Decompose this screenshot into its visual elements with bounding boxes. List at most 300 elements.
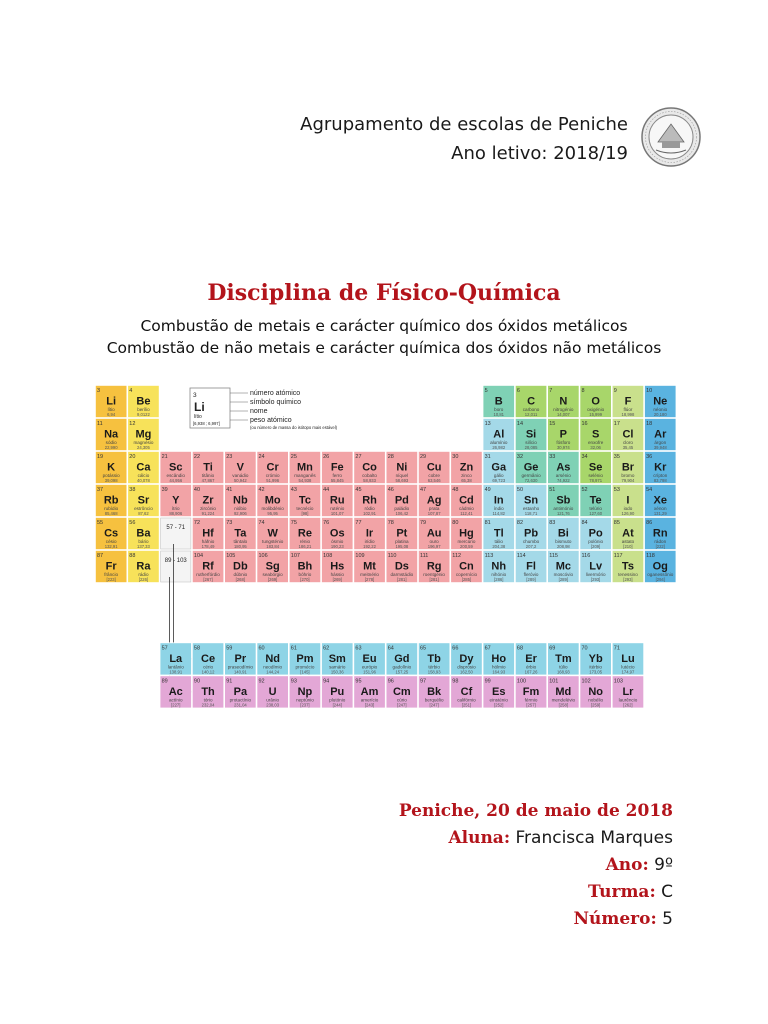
element-number: 34 [581,454,588,460]
element-cell-Pr [225,643,257,675]
element-cell-Tc [289,484,321,516]
element-cell-Nb [225,484,257,516]
element-name: nobélio [588,697,604,703]
element-cell-Ca [128,451,160,483]
element-name: níquel [395,473,409,478]
element-symbol: Al [493,428,505,441]
element-symbol: Er [525,652,537,665]
element-symbol: Fr [105,560,117,573]
element-mass: 15,999 [589,412,603,417]
element-mass: 107,87 [427,511,441,516]
element-mass: 140,12 [201,669,215,675]
element-symbol: Rh [362,494,377,507]
element-name: estrôncio [134,506,153,511]
element-cell-Ra [128,550,160,582]
element-symbol: Pa [233,685,248,698]
element-symbol: K [107,461,116,474]
number-value: 5 [662,909,673,929]
element-name: alumínio [490,440,508,445]
element-cell-Tm [548,643,580,675]
element-mass: 192,22 [363,544,376,549]
element-name: xénon [653,506,667,511]
element-symbol: C [527,395,536,408]
element-mass: 168,93 [556,669,570,675]
element-cell-Ts [612,550,644,582]
element-name: califórnio [457,697,476,703]
element-mass: 208,98 [556,544,570,549]
element-symbol: P [559,428,568,441]
element-mass: [210] [623,544,633,549]
element-cell-Hs [322,550,354,582]
element-cell-P [548,418,580,450]
element-symbol: I [626,494,630,507]
element-symbol: Hf [202,527,214,540]
element-name: praseodímio [227,664,253,670]
element-number: 49 [484,487,491,493]
element-number: 43 [290,487,297,493]
element-cell-Kr [645,451,677,483]
element-cell-Cl [612,418,644,450]
element-name: európio [361,664,378,670]
element-cell-Se [580,451,612,483]
element-number: 105 [226,553,236,559]
element-name: selénio [588,473,603,478]
element-cell-Pu [322,676,354,708]
element-name: tungsténio [262,539,284,544]
element-cell-Ge [515,451,547,483]
element-number: 100 [516,678,527,685]
element-symbol: Mo [264,494,281,507]
element-name: mercúrio [457,539,476,544]
element-cell-In [483,484,515,516]
element-symbol: Au [426,527,442,540]
element-symbol: As [556,461,571,474]
element-cell-Al [483,418,515,450]
element-cell-N [548,385,580,417]
element-mass: 204,38 [492,544,506,549]
element-name: titânio [201,473,215,478]
element-name: molibdénio [261,506,284,511]
element-cell-Li [95,385,127,417]
element-cell-Fr [95,550,127,582]
element-number: 21 [161,454,168,460]
element-number: 58 [193,645,201,652]
element-cell-Db [225,550,257,582]
element-mass: [223] [106,577,116,582]
element-mass: [257] [526,702,536,708]
element-cell-Rf [192,550,224,582]
element-symbol: Fl [526,560,536,573]
footer-info [399,798,673,933]
element-symbol: Te [589,494,602,507]
element-symbol: Nb [233,494,248,507]
element-symbol: Ce [201,652,216,665]
element-name: darmstádio [390,572,414,577]
element-mass: [289] [558,577,569,582]
element-number: 77 [355,520,362,526]
element-number: 39 [161,487,168,493]
element-symbol: Pu [330,685,345,698]
student-label: Aluna: [448,828,511,848]
element-symbol: Sr [137,494,150,507]
element-name: cloro [622,440,633,445]
element-symbol: Pd [394,494,409,507]
element-symbol: Nd [265,652,280,665]
element-mass: 72,630 [524,478,538,483]
element-mass: 138,91 [169,669,183,675]
element-symbol: No [588,685,603,698]
class-value: C [661,882,673,902]
element-cell-Be [128,385,160,417]
element-mass: 18,998 [621,412,635,417]
element-name: escândio [166,473,185,478]
element-symbol: Tb [427,652,441,665]
element-name: ruténio [330,506,345,511]
element-number: 71 [613,645,620,652]
element-symbol: Pt [396,527,408,540]
element-number: 32 [516,454,524,460]
element-symbol: At [622,527,634,540]
element-symbol: Ba [136,527,151,540]
element-number: 20 [129,454,136,460]
element-number: 5 [484,388,488,394]
element-cell-Re [289,517,321,549]
element-name: roentgénio [423,572,446,577]
element-number: 7 [549,388,553,394]
element-name: seabórgio [262,572,283,577]
element-cell-Sg [257,550,289,582]
element-number: 41 [226,487,233,493]
element-number: 104 [193,553,204,559]
element-symbol: Ge [523,461,539,474]
element-number: 67 [484,645,491,652]
element-symbol: Rg [426,560,442,573]
element-cell-Nd [257,643,289,675]
element-number: 51 [549,487,556,493]
element-number: 91 [226,678,233,685]
element-name: nitrogénio [553,407,574,412]
element-symbol: Sc [169,461,183,474]
element-mass: 54,938 [298,478,312,483]
element-mass: [98] [301,511,309,516]
element-number: 116 [581,553,591,559]
element-symbol: Rb [103,494,119,507]
element-cell-Lv [580,550,612,582]
element-number: 3 [97,388,101,394]
element-number: 114 [516,553,526,559]
element-symbol: Cl [622,428,634,441]
student-value: Francisca Marques [515,828,673,848]
element-number: 78 [387,520,394,526]
element-number: 12 [129,421,136,427]
element-name: gálio [493,473,504,478]
element-number: 19 [97,454,104,460]
element-symbol: Ho [491,652,507,665]
element-mass: 140,91 [233,669,247,675]
element-symbol: S [591,428,600,441]
element-mass: 132,91 [104,544,118,549]
element-mass: 20,180 [653,412,667,417]
element-symbol: La [169,652,183,665]
element-cell-B [483,385,515,417]
element-mass: 9,0122 [137,412,150,417]
year-label: Ano: [605,855,649,875]
element-number: 17 [613,421,620,427]
lanthanide-placeholder-cell [161,518,191,549]
element-cell-Sc [160,451,192,483]
element-mass: 121,76 [556,511,570,516]
element-name: nióbio [234,506,247,511]
element-symbol: F [624,395,632,408]
legend-number: 3 [193,392,197,399]
element-cell-Am [354,676,386,708]
element-number: 109 [355,553,365,559]
element-cell-Tb [418,643,450,675]
element-number: 102 [581,678,591,685]
element-name: túlio [559,664,568,670]
element-name: oxigénio [587,407,605,412]
element-number: 13 [484,421,491,427]
element-number: 118 [646,553,655,559]
element-cell-Hg [451,517,483,549]
element-mass: 39,098 [104,478,118,483]
element-name: potássio [102,473,120,478]
lanthanide-range-label: 57 - 71 [166,525,186,531]
year-value: 9º [654,855,673,875]
element-mass: [293] [590,577,601,582]
element-cell-V [225,451,257,483]
element-name: flúor [623,407,633,412]
element-number: 82 [516,520,524,526]
element-symbol: Y [172,494,180,507]
element-symbol: Na [104,428,119,441]
element-mass: 91,224 [201,511,215,516]
element-mass: 164,93 [492,669,506,675]
element-cell-Cs [95,517,127,549]
element-symbol: Ds [394,560,409,573]
element-symbol: Zr [202,494,214,507]
element-name: platina [395,539,409,544]
element-cell-Br [612,451,644,483]
element-number: 96 [387,678,394,685]
element-mass: 238,03 [266,702,280,708]
element-cell-Pm [289,643,321,675]
element-name: mendelévio [551,697,576,703]
element-number: 50 [516,487,524,493]
element-name: érbio [525,664,537,670]
element-name: oganessônio [647,572,674,577]
element-mass: [243] [364,702,375,708]
element-number: 40 [193,487,201,493]
element-cell-Xe [645,484,677,516]
element-number: 10 [646,388,653,394]
element-cell-Te [580,484,612,516]
element-number: 81 [484,520,491,526]
element-number: 6 [516,388,520,394]
element-number: 59 [226,645,233,652]
element-name: cúrio [396,697,407,703]
place-date: Peniche, 20 de maio de 2018 [398,801,673,821]
element-number: 87 [97,553,104,559]
element-number: 14 [516,421,524,427]
element-mass: 58,693 [395,478,409,483]
element-mass: 92,906 [233,511,247,516]
element-symbol: Ti [203,461,213,474]
element-name: nihónio [491,572,507,577]
element-cell-U [257,676,289,708]
element-symbol: Pr [234,652,247,665]
element-cell-Fm [515,676,547,708]
element-symbol: Os [329,527,345,540]
element-mass: [262] [623,702,633,708]
element-name: urânio [266,697,280,703]
element-number: 86 [646,520,653,526]
element-number: 52 [581,487,588,493]
element-number: 70 [581,645,588,652]
element-mass: 47,867 [201,478,215,483]
element-cell-Au [418,517,450,549]
element-symbol: Bk [427,685,442,698]
element-symbol: Hs [330,560,345,573]
element-number: 8 [581,388,585,394]
element-number: 113 [484,553,494,559]
element-cell-Zn [451,451,483,483]
element-mass: 44,956 [169,478,183,483]
element-cell-Cd [451,484,483,516]
element-cell-Cm [386,676,418,708]
element-mass: 183,84 [266,544,280,549]
element-mass: 150,36 [330,669,344,675]
element-number: 75 [290,520,297,526]
element-cell-Th [192,676,224,708]
element-name: rádio [138,572,149,577]
element-symbol: Cr [266,461,279,474]
element-name: lítio [107,407,115,412]
element-name: promécio [295,664,315,670]
legend-mass: [6,938 ; 6,997] [193,421,220,426]
element-symbol: Cm [392,685,411,698]
element-cell-Ru [322,484,354,516]
element-name: hássio [330,572,344,577]
element-symbol: U [268,685,277,698]
element-name: einsténio [489,697,508,703]
element-mass: [237] [300,702,310,708]
element-name: samário [329,664,346,670]
element-name: vanádio [232,473,249,478]
element-name: rubídio [104,506,119,511]
element-symbol: V [236,461,245,474]
element-cell-Ds [386,550,418,582]
element-mass: 173,05 [589,669,603,675]
element-mass: 78,971 [589,478,603,483]
element-mass: 231,04 [233,702,247,708]
element-symbol: Mn [297,461,313,474]
legend-label: número atómico [250,390,301,397]
element-symbol: Ni [396,461,408,474]
element-name: carbono [522,407,540,412]
element-number: 46 [387,487,394,493]
subtitle-nonmetals: Combustão de não metais e carácter química dos óxidos não metálicos [106,339,662,357]
element-name: tenessino [618,572,638,577]
element-symbol: Mt [363,560,376,573]
element-cell-Bh [289,550,321,582]
element-mass: 174,97 [621,669,635,675]
element-name: germânio [521,473,541,478]
element-symbol: O [591,395,600,408]
school-name: Agrupamento de escolas de Peniche [300,114,628,135]
element-symbol: Co [362,461,377,474]
element-cell-La [160,643,192,675]
element-name: meitnério [360,572,380,577]
element-name: ródio [364,506,375,511]
element-number: 79 [420,520,427,526]
element-symbol: Ag [426,494,442,507]
element-cell-Lu [612,643,644,675]
element-mass: [226] [138,577,149,582]
element-mass: 178,49 [201,544,215,549]
element-name: polónio [588,539,604,544]
element-symbol: B [494,395,503,408]
element-mass: 118,71 [524,511,538,516]
element-mass: 112,41 [460,511,473,516]
element-symbol: Ar [654,428,667,441]
element-cell-Eu [354,643,386,675]
element-symbol: Lv [589,560,603,573]
element-number: 88 [129,553,136,559]
element-mass: [251] [461,702,472,708]
element-mass: [286] [494,577,504,582]
element-number: 45 [355,487,362,493]
element-symbol: Si [525,428,537,441]
legend-key [190,388,338,430]
element-cell-Ta [225,517,257,549]
element-cell-Sn [515,484,547,516]
element-mass: 79,904 [621,478,635,483]
element-mass: 167,26 [524,669,538,675]
element-name: índio [493,506,504,511]
element-cell-Ba [128,517,160,549]
element-symbol: Tc [298,494,311,507]
element-symbol: Ru [329,494,345,507]
element-name: neodímio [263,664,283,670]
element-number: 31 [484,454,491,460]
element-number: 106 [258,553,268,559]
element-name: enxofre [587,440,604,445]
element-mass: [293] [623,577,633,582]
element-number: 99 [484,678,491,685]
element-mass: 101,07 [330,511,344,516]
element-symbol: Br [621,461,635,474]
element-mass: 58,933 [363,478,376,483]
element-number: 108 [323,553,333,559]
legend-note: (ou número de massa do isótopo mais estável) [250,425,338,430]
element-mass: [281] [397,577,407,582]
element-cell-Zr [192,484,224,516]
element-symbol: Gd [394,652,410,665]
element-mass: 50,942 [233,478,247,483]
element-symbol: Se [588,461,603,474]
element-name: berquélio [424,697,444,703]
element-symbol: Ac [168,685,183,698]
element-mass: 88,906 [169,511,183,516]
element-symbol: Sn [524,494,539,507]
element-name: férmio [524,697,538,703]
element-cell-Sb [548,484,580,516]
element-symbol: Sg [265,560,280,573]
element-mass: 32,06 [590,445,601,450]
element-cell-Bi [548,517,580,549]
element-number: 80 [452,520,459,526]
